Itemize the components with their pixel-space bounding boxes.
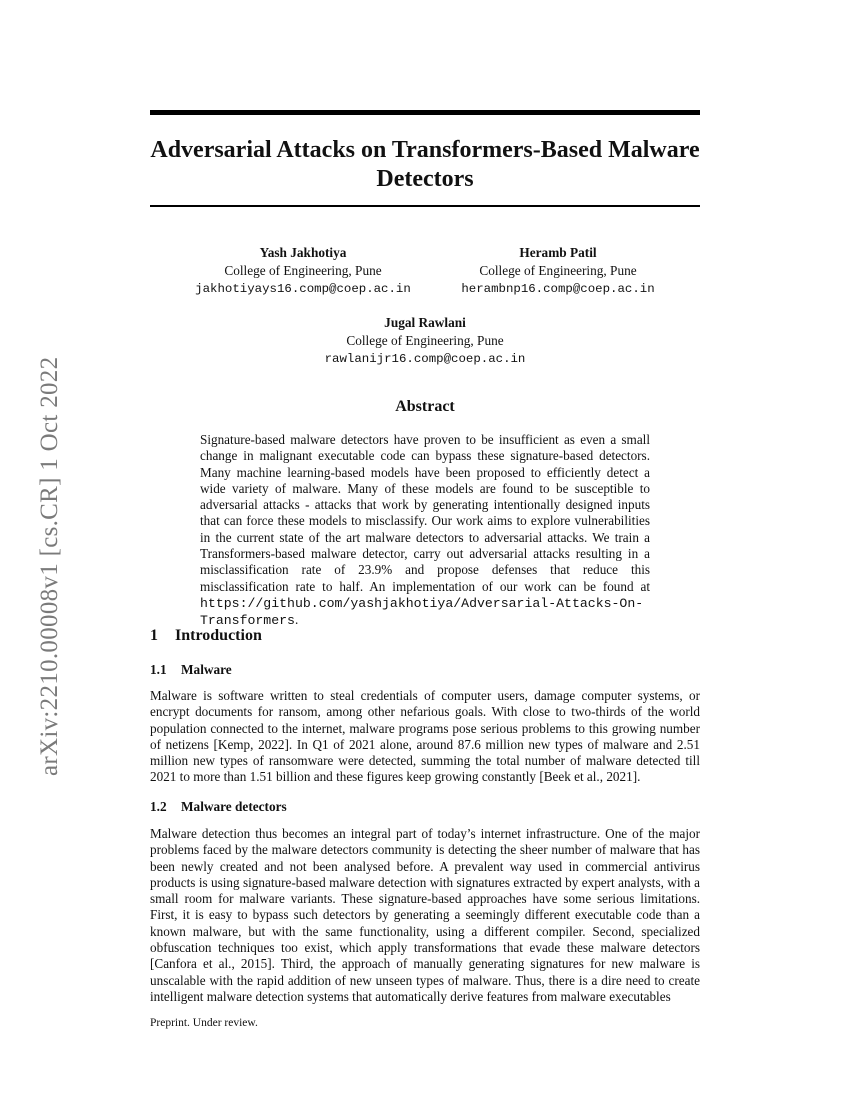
abstract-period: .	[294, 612, 299, 628]
repository-link[interactable]: https://github.com/yashjakhotiya/Adversarial-Attacks-On-Transformers	[200, 595, 644, 629]
author-block	[300, 314, 550, 368]
subsection-title: Malware	[181, 662, 232, 677]
author-name: Jugal Rawlani	[384, 315, 466, 330]
author-email[interactable]: rawlanijr16.comp@coep.ac.in	[324, 352, 526, 366]
title-top-rule	[150, 110, 700, 115]
paragraph-malware: Malware is software written to steal credentials of computer users, damage computer systems, or encrypt documents for ransom, among other nefarious goals. With close to two-thirds of the world population connected to the internet, malware programs pose serious problems to this growing number of netizens [Kemp, 2022]. In Q1 of 2021 alone, around 87.6 million new types of malware and 2.51 million new types of ransomware were detected, summing the total number of malware detected till 2021 to more than 1.51 billion and these figures keep growing constantly [Beek et al., 2021].	[150, 688, 700, 785]
abstract-body: Signature-based malware detectors have proven to be insufficient as even a small change in malignant executable code can bypass these signature-based detectors. Many machine learning-based models have been proposed to efficiently detect a wide variety of malware. Many of these models are found to be susceptible to adversarial attacks - attacks that work by generating intentionally designed inputs that can force these models to misclassify. Our work aims to explore vulnerabilities in the current state of the art malware detectors to adversarial attacks. We train a Transformers-based malware detector, carry out adversarial attacks resulting in a misclassification rate of 23.9% and propose defenses that reduce this misclassification rate to half. An implementation of our work can be found at	[200, 432, 650, 594]
author-block	[178, 244, 428, 298]
subsection-title: Malware detectors	[181, 799, 287, 814]
subsection-number: 1.2	[150, 799, 167, 814]
paper-title: Adversarial Attacks on Transformers-Based Malware Detectors	[150, 137, 700, 192]
author-affiliation: College of Engineering, Pune	[346, 333, 504, 348]
section-heading-introduction	[150, 627, 262, 645]
abstract-text	[200, 432, 650, 630]
author-affiliation: College of Engineering, Pune	[224, 263, 382, 278]
author-email[interactable]: jakhotiyays16.comp@coep.ac.in	[195, 282, 411, 296]
subsection-number: 1.1	[150, 662, 167, 677]
author-email[interactable]: herambnp16.comp@coep.ac.in	[461, 282, 655, 296]
arxiv-identifier: arXiv:2210.00008v1 [cs.CR] 1 Oct 2022	[36, 356, 63, 776]
footer-note: Preprint. Under review.	[150, 1017, 258, 1029]
title-bottom-rule	[150, 205, 700, 207]
section-title: Introduction	[175, 627, 262, 644]
author-name: Heramb Patil	[519, 245, 597, 260]
subsection-heading-malware	[150, 662, 232, 678]
abstract-heading: Abstract	[395, 398, 455, 415]
subsection-heading-malware-detectors	[150, 799, 287, 815]
section-number: 1	[150, 627, 158, 644]
paragraph-malware-detectors: Malware detection thus becomes an integral part of today’s internet infrastructure. One of the major problems faced by the malware detectors community is detecting the sheer number of malware that has been newly created and not been analysed before. A prevalent way used in commercial antivirus products is using signature-based malware detection with signatures extracted by expert analysts, with a small room for malware variants. These signature-based approaches have some serious limitations. First, it is easy to bypass such detectors by generating a seemingly different executable code than a known malware, but with the same functionality, using a different compiler. Second, specialized obfuscation techniques too exist, which apply transformations that evade these malware detectors [Canfora et al., 2015]. Third, the approach of manually generating signatures for new malware is unscalable with the rapid addition of new unseen types of malware. Thus, there is a dire need to create intelligent malware detection systems that automatically derive features from malware executables	[150, 826, 700, 1004]
author-block	[433, 244, 683, 298]
author-affiliation: College of Engineering, Pune	[479, 263, 637, 278]
author-name: Yash Jakhotiya	[259, 245, 347, 260]
